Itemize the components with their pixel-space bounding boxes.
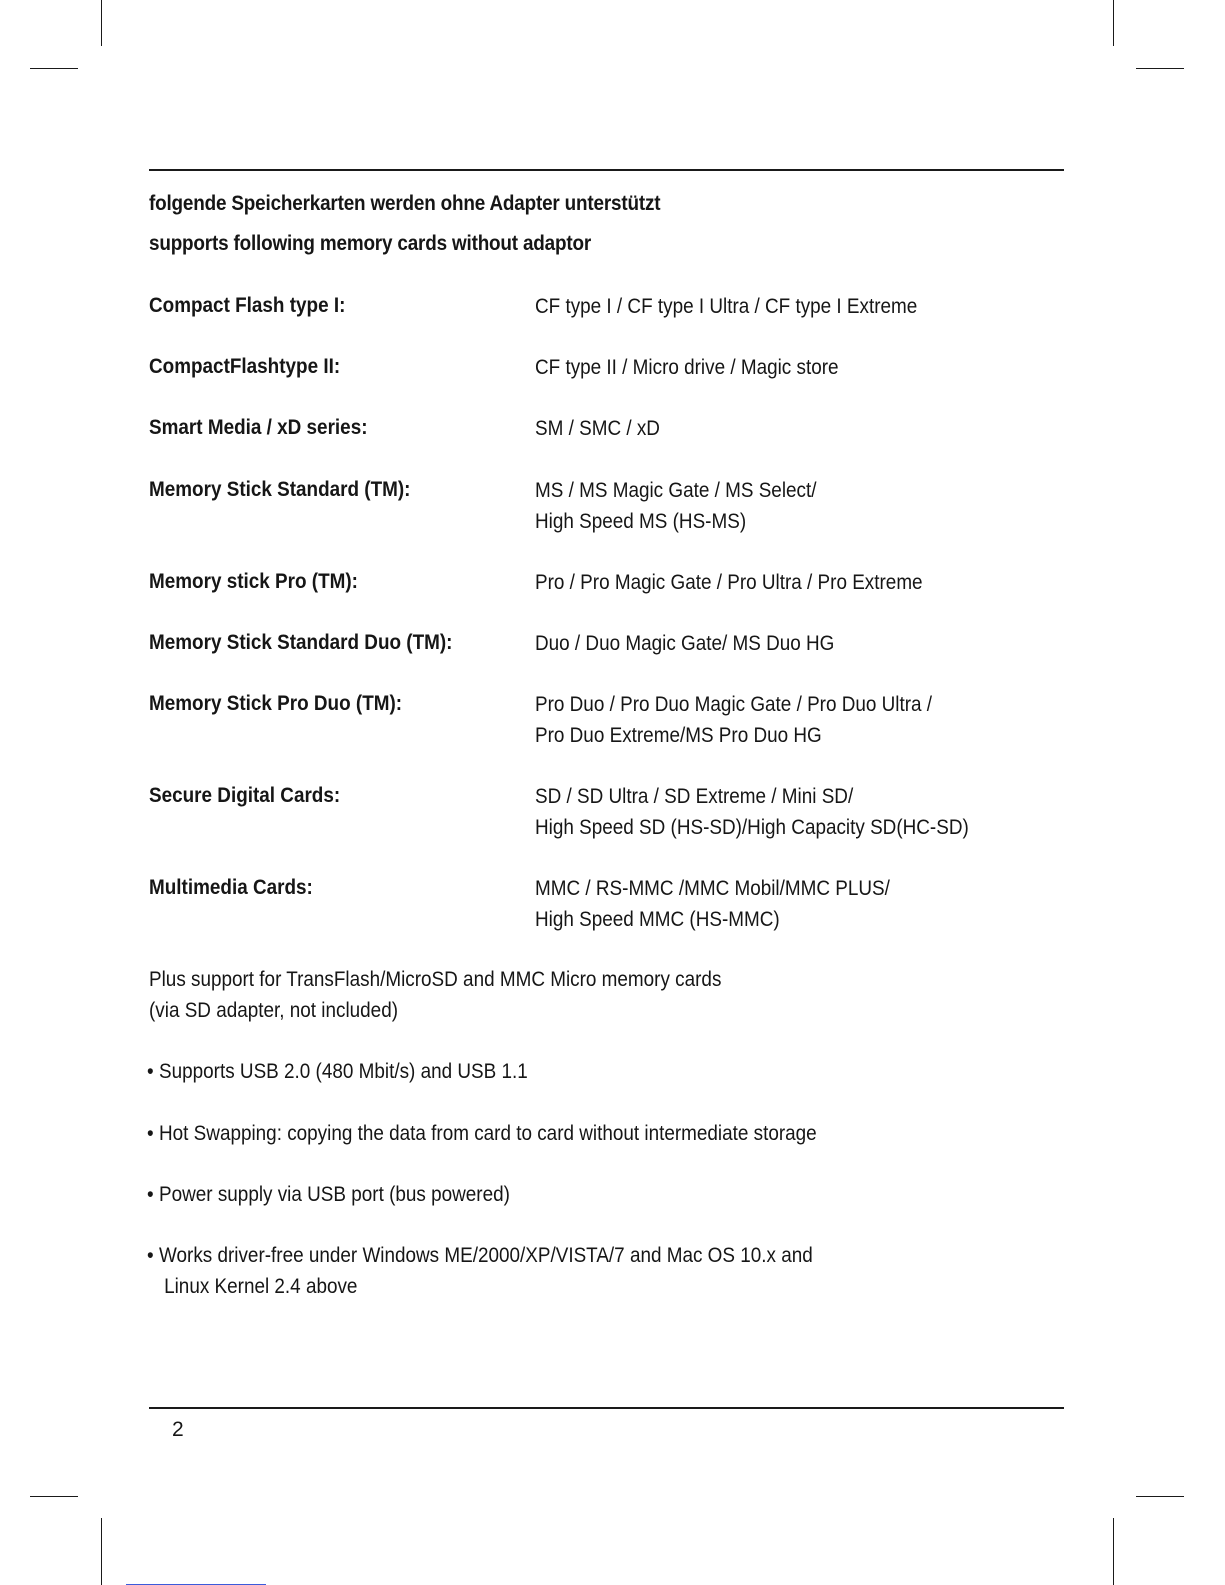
- bullet-icon: •: [147, 1183, 154, 1206]
- feature-usb-support: • Supports USB 2.0 (480 Mbit/s) and USB 1.1: [147, 1060, 528, 1083]
- crop-mark-bottom-left-vertical: [101, 1518, 102, 1585]
- card-label: Compact Flash type I:: [149, 294, 346, 317]
- card-label: Smart Media / xD series:: [149, 416, 368, 439]
- feature-power-supply: • Power supply via USB port (bus powered): [147, 1183, 510, 1206]
- card-value: Duo / Duo Magic Gate/ MS Duo HG: [535, 632, 835, 655]
- card-label: CompactFlashtype II:: [149, 355, 341, 378]
- crop-mark-top-right-horizontal: [1136, 68, 1184, 69]
- crop-mark-top-right-vertical: [1113, 0, 1114, 46]
- bullet-icon: •: [147, 1244, 154, 1267]
- card-value: Pro / Pro Magic Gate / Pro Ultra / Pro Extreme: [535, 571, 923, 594]
- card-value: MMC / RS-MMC /MMC Mobil/MMC PLUS/ High Speed MMC (HS-MMC): [535, 877, 890, 931]
- feature-driver-free: • Works driver-free under Windows ME/2000/XP/VISTA/7 and Mac OS 10.x and Linux Kernel 2.4 above: [147, 1244, 813, 1298]
- bottom-rule: [149, 1407, 1064, 1409]
- card-label: Memory Stick Standard Duo (TM):: [149, 631, 453, 654]
- card-value: MS / MS Magic Gate / MS Select/ High Speed MS (HS-MS): [535, 479, 817, 533]
- card-label: Memory stick Pro (TM):: [149, 570, 358, 593]
- top-rule: [149, 169, 1064, 171]
- plus-support-paragraph: Plus support for TransFlash/MicroSD and MMC Micro memory cards (via SD adapter, not included): [149, 968, 722, 1022]
- crop-mark-top-left-vertical: [101, 0, 102, 46]
- page-number: 2: [172, 1418, 184, 1441]
- card-label: Memory Stick Standard (TM):: [149, 478, 411, 501]
- card-value: Pro Duo / Pro Duo Magic Gate / Pro Duo Ultra / Pro Duo Extreme/MS Pro Duo HG: [535, 693, 933, 747]
- card-value: CF type II / Micro drive / Magic store: [535, 356, 839, 379]
- crop-mark-bottom-right-horizontal: [1136, 1496, 1184, 1497]
- bullet-icon: •: [147, 1060, 154, 1083]
- crop-mark-bottom-right-vertical: [1113, 1518, 1114, 1585]
- feature-hot-swapping: • Hot Swapping: copying the data from card to card without intermediate storage: [147, 1122, 817, 1145]
- card-value: SD / SD Ultra / SD Extreme / Mini SD/ High Speed SD (HS-SD)/High Capacity SD(HC-SD): [535, 785, 969, 839]
- card-label: Secure Digital Cards:: [149, 784, 341, 807]
- crop-mark-bottom-left-horizontal: [30, 1496, 78, 1497]
- card-label: Memory Stick Pro Duo (TM):: [149, 692, 403, 715]
- bullet-icon: •: [147, 1122, 154, 1145]
- heading-german: folgende Speicherkarten werden ohne Adapter unterstützt: [149, 192, 661, 215]
- card-label: Multimedia Cards:: [149, 876, 313, 899]
- card-value: CF type I / CF type I Ultra / CF type I Extreme: [535, 295, 918, 318]
- card-value: SM / SMC / xD: [535, 417, 660, 440]
- heading-english: supports following memory cards without adaptor: [149, 232, 592, 255]
- crop-mark-top-left-horizontal: [30, 68, 78, 69]
